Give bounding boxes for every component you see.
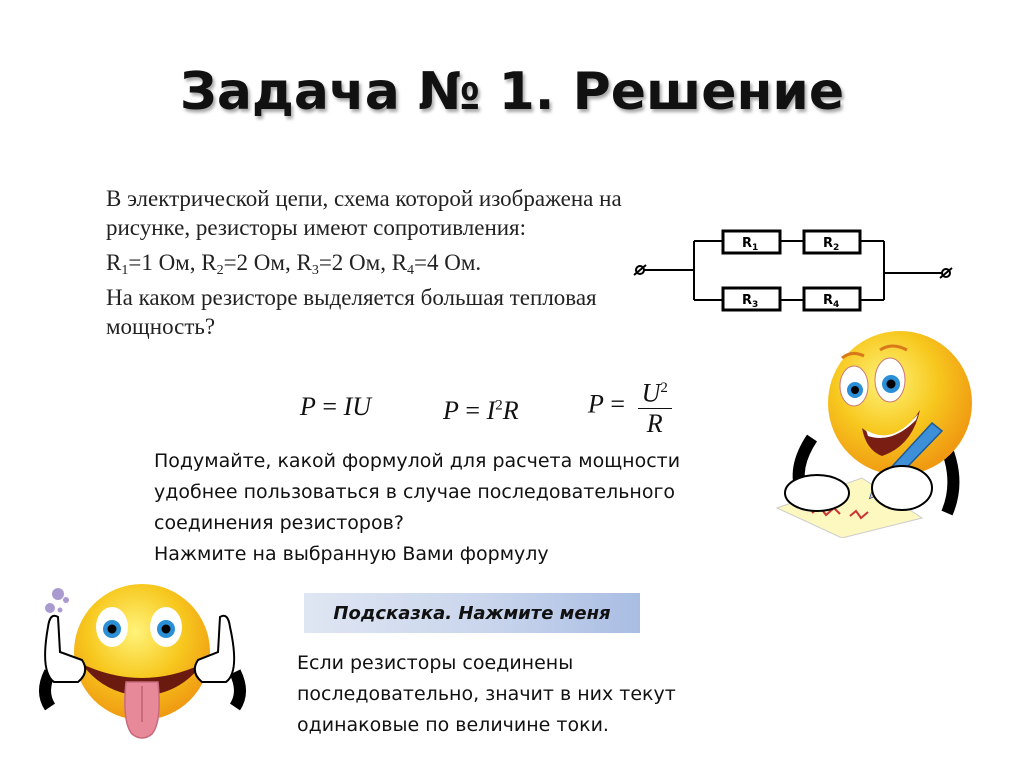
fraction: $\frac{U^2}{R}$ <box>638 374 672 439</box>
problem-question-1: На каком резисторе выделяется большая тепловая <box>106 285 597 310</box>
resistance-values: $R_1=1$ Ом, $R_2=2$ Ом, $R_3=2$ Ом, $R_4=4$ Ом. <box>106 250 482 278</box>
formula-p-u2-over-r[interactable]: P = $\frac{U^2}{R}$ <box>588 374 672 439</box>
problem-line-1: В электрической цепи, схема которой изображена на <box>106 186 622 211</box>
resistor-r4-label: $R_4$ <box>823 293 840 310</box>
problem-line-2: рисунке, резисторы имеют сопротивления: <box>106 215 527 240</box>
formula-p-iu[interactable]: P = IU <box>300 392 371 421</box>
resistor-r3-label: $R_3$ <box>742 293 759 310</box>
slide-title: Задача № 1. Решение <box>179 62 845 122</box>
writing-smiley-icon <box>772 328 982 538</box>
instruction-text: Подумайте, какой формулой для расчета мощности удобнее пользоваться в случае последовательного соединения резисторов? Нажмите на выбранную Вами формулу <box>154 450 681 565</box>
formula-p-i2r[interactable]: $P = I^2R$ <box>443 396 519 425</box>
tongue-smiley-icon <box>30 582 255 762</box>
resistor-r1-label: $R_1$ <box>742 236 759 253</box>
circuit-diagram <box>628 222 968 318</box>
problem-question-2: мощность? <box>106 314 216 339</box>
hint-text: Если резисторы соединены последовательно, значит в них текут одинаковые по величине токи. <box>297 652 676 736</box>
hint-button[interactable]: Подсказка. Нажмите меня <box>304 593 640 633</box>
resistor-r2-label: $R_2$ <box>823 236 840 253</box>
problem-statement <box>106 184 706 347</box>
